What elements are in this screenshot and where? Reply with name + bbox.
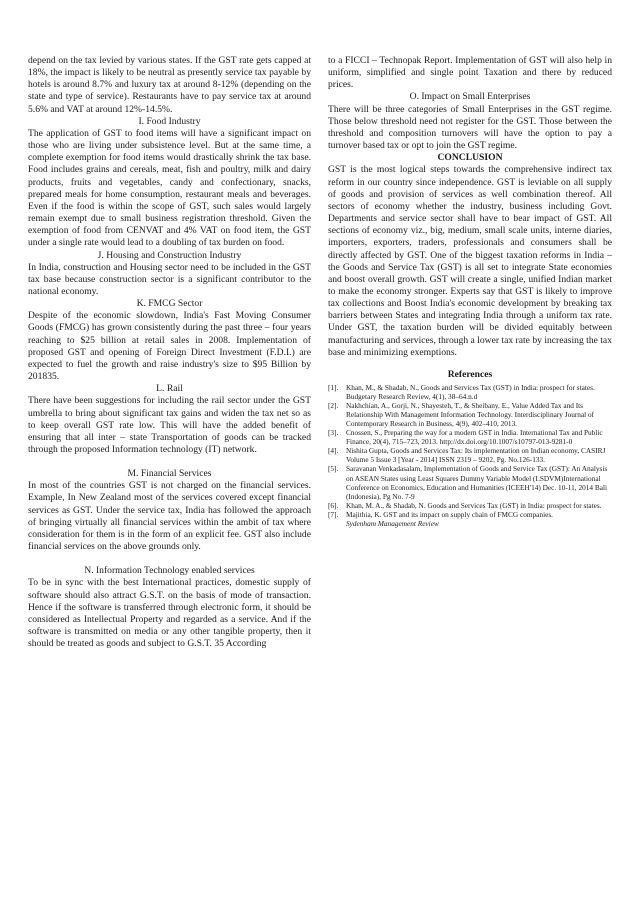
paragraph-hotel-tax: depend on the tax levied by various states. If the GST rate gets capped at 18%, the impact is likely to be neutral as presently service tax payable by hotels is around 8.7% and luxury tax at around 8-12% (depending on the state and type of service). Restaurants have to pay service tax at around 5.6% and VAT at around 12%-14.5%.	[28, 55, 311, 115]
section-heading-small-enterprises: O. Impact on Small Enterprises	[409, 91, 531, 103]
reference-item: [4]. Nishita Gupta, Goods and Services Tax: Its implementation on Indian economy, CASIRJ Volume 5 Issue 3 [Year - 2014] ISSN 2319 – 9202, Pg. No.126-133.	[328, 446, 606, 465]
paragraph-conclusion: GST is the most logical steps towards the comprehensive indirect tax reform in our country since independence. GST is leviable on all supply of goods and provision of services as well combination thereof. All sectors of economy whether the industry, business including Govt. Departments and service sector shall have to bear impact of GST. All sections of economy viz., big, medium, small scale units, interne diaries, importers, exporters, traders, professionals and consumers shall be directly affected by GST. One of the biggest taxation reforms in India – the Goods and Service Tax (GST) is all set to integrate State economies and boost overall growth. GST will create a single, unified Indian market to make the economy stronger. Experts say that GST is likely to improve tax collections and Boost India's economic development by breaking tax barriers between States and integrating India through a uniform tax rate. Under GST, the taxation burden will be divided equitably between manufacturing and services, through a lower tax rate by increasing the tax base and minimizing exemptions.	[328, 164, 612, 358]
section-heading-housing: J. Housing and Construction Industry	[97, 249, 242, 261]
reference-item: [5]. Saravanan Venkadasalam, Implementation of Goods and Service Tax (GST): An Analysis on ASEAN States using Least Squares Dummy Variable Model (LSDVM)International Conference on Economics, Education and Humanities (ICEEH'14) Dec. 10-11, 2014 Bali (Indonesia), Pg No. 7-9	[328, 464, 608, 501]
paragraph-food-industry: The application of GST to food items will have a significant impact on those who are living under subsistence level. But at the same time, a complete exemption for food items would drastically shrink the tax base. Food includes grains and cereals, meat, fish and poultry, milk and dairy products, fruits and vegetables, candy and confectionary, snacks, prepared meals for home consumption, restaurant meals and beverages. Even if the food is within the scope of GST, such sales would largely remain exempt due to small business registration threshold. Given the exemption of food from CENVAT and 4% VAT on food item, the GST under a single rate would lead to a doubling of tax burden on food.	[28, 127, 311, 249]
references-list	[328, 383, 612, 528]
right-column	[328, 55, 612, 528]
reference-item: [2]. Nakhchian, A., Gorji, N., Shayesteh, T., & Sheibany, E., Value Added Tax and Its Relationship With Management Information Technology. Interdisciplinary Journal of Contemporary Research in Business, 4(9), 402–410, 2013.	[328, 401, 595, 429]
paragraph-fmcg: Despite of the economic slowdown, India's Fast Moving Consumer Goods (FMCG) has grown consistently during the past three – four years reaching to $25 billion at retail sales in 2008. Implementation of proposed GST and opening of Foreign Direct Investment (F.D.I.) are expected to fuel the growth and raise industry's size to $95 Billion by 201835.	[28, 310, 311, 383]
section-heading-it-services: N. Information Technology enabled services	[84, 565, 255, 577]
section-heading-fmcg: K. FMCG Sector	[136, 298, 203, 310]
reference-item: [6]. Khan, M. A., & Shadab, N. Goods and Services Tax (GST) in India: prospect for states.	[328, 500, 602, 510]
section-heading-rail: L. Rail	[156, 383, 183, 395]
paragraph-financial: In most of the countries GST is not charged on the financial services. Example, In New Zealand most of the services covered except financial services as GST. Under the service tax, India has followed the approach of bringing virtually all financial services within the ambit of tax where consideration for them is in the form of an explicit fee. GST also include financial services on the above grounds only.	[28, 480, 311, 553]
section-heading-financial: M. Financial Services	[127, 468, 212, 480]
paragraph-ficci: to a FICCI – Technopak Report. Implementation of GST will also help in uniform, simplified and single point Taxation and there by reduced prices.	[328, 55, 612, 91]
reference-item: [1]. Khan, M., & Shadab, N., Goods and Services Tax (GST) in India: prospect for states. Budgetary Research Review, 4(1), 38–64.n.d	[328, 383, 595, 402]
paragraph-housing: In India, construction and Housing sector need to be included in the GST tax base because construction sector is a significant contributor to the national economy.	[28, 261, 311, 297]
references-heading: References	[447, 368, 493, 380]
paragraph-rail: There have been suggestions for including the rail sector under the GST umbrella to bring about significant tax gains and widen the tax net so as to keep overall GST rate low. This will have the added benefit of ensuring that all inter – state Transportation of goods can be tracked through the proposed Information technology (IT) network.	[28, 395, 311, 455]
section-heading-food-industry: I. Food Industry	[138, 115, 201, 127]
reference-item: [7]. Majithia, K. GST and its impact on supply chain of FMCG companies. Sydenham Management Review	[328, 509, 553, 528]
reference-journal: Sydenham Management Review	[346, 518, 439, 528]
paragraph-small-enterprises: There will be three categories of Small Enterprises in the GST regime. Those below threshold need not register for the GST. Those between the threshold and composition turnovers will have the option to pay a turnover based tax or opt to join the GST regime.	[328, 103, 612, 152]
section-heading-conclusion: CONCLUSION	[437, 152, 503, 164]
reference-item: [3]. Cnossen, S., Preparing the way for a modern GST in India. International Tax and Public Finance, 20(4), 715–723, 2013. http://dx.doi.org/10.1007/s10797-013-9281-0	[328, 428, 603, 447]
left-column	[28, 55, 311, 650]
paragraph-it-services: To be in sync with the best International practices, domestic supply of software should also attract G.S.T. on the basis of mode of transaction. Hence if the software is transferred through electronic form, it should be considered as Intellectual Property and regarded as a service. And if the software is transmitted on media or any other tangible property, then it should be treated as goods and subject to G.S.T. 35 According	[28, 577, 311, 650]
